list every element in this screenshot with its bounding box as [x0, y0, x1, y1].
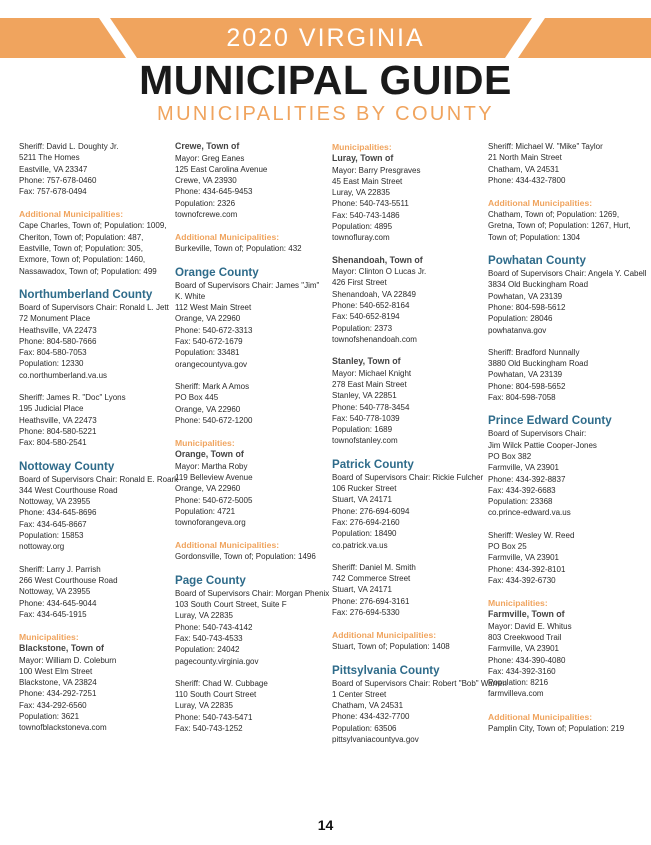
municipalities-heading: Municipalities:	[332, 142, 392, 152]
phone-line: Phone: 434-432-7800	[488, 175, 566, 185]
additional-municipalities	[488, 197, 638, 243]
phone-line: Phone: 434-645-8696	[19, 508, 97, 518]
address-line: 45 East Main Street	[332, 176, 403, 186]
county-block-patrick	[332, 458, 482, 551]
additional-municipalities-text: Chatham, Town of; Population: 1269, Gretna, Town of; Population: 1267, Hurt, Town of; Population: 1304	[488, 210, 631, 242]
phone-line: Phone: 540-743-4142	[175, 622, 253, 632]
phone-line: Phone: 540-743-5511	[332, 199, 409, 209]
county-heading: Patrick County	[332, 457, 414, 471]
city-line: Eastville, VA 23347	[19, 164, 88, 174]
population-line: Population: 8216	[488, 678, 549, 688]
phone-line: Phone: 540-652-8164	[332, 300, 410, 310]
phone-line: Phone: 434-392-8837	[488, 474, 566, 484]
address-line: 426 First Street	[332, 278, 387, 288]
phone-line: Phone: 434-392-8101	[488, 564, 566, 574]
chair-line: Board of Supervisors Chair: Robert "Bob" Warren	[332, 678, 507, 688]
website-line: townofstanley.com	[332, 436, 398, 446]
website-line: pagecounty.virginia.gov	[175, 656, 259, 666]
population-line: Population: 24042	[175, 645, 240, 655]
population-line: Population: 2373	[332, 323, 393, 333]
website-line: powhatanva.gov	[488, 325, 547, 335]
fax-line: Fax: 276-694-5330	[332, 608, 400, 617]
municipality-block-blackstone	[19, 631, 169, 734]
county-heading: Nottoway County	[19, 459, 115, 473]
county-block-prince-edward	[488, 414, 638, 518]
additional-municipalities	[175, 231, 325, 254]
sheriff-name: Sheriff: Michael W. "Mike" Taylor	[488, 142, 603, 151]
sheriff-block	[19, 141, 169, 197]
fax-line: Fax: 434-392-6730	[488, 575, 556, 585]
population-line: Population: 15853	[19, 531, 84, 541]
chair-name-line: Jim Wilck Pattie Cooper-Jones	[488, 440, 597, 450]
website-line: townofcrewe.com	[175, 209, 238, 219]
phone-line: Phone: 434-390-4080	[488, 655, 566, 665]
municipalities-heading: Municipalities:	[175, 438, 235, 449]
city-line: Chatham, VA 24531	[332, 701, 404, 711]
city-line: Crewe, VA 23930	[175, 176, 237, 186]
website-line: nottoway.org	[19, 542, 65, 552]
sheriff-name: Sheriff: Bradford Nunnally	[488, 347, 580, 357]
address-line: 125 East Carolina Avenue	[175, 164, 268, 174]
fax-line: Fax: 540-743-1252	[175, 723, 243, 733]
address-line: 106 Rucker Street	[332, 484, 397, 494]
phone-line: Phone: 757-678-0460	[19, 175, 97, 185]
sheriff-block	[332, 562, 482, 618]
sheriff-name: Sheriff: James R. "Doc" Lyons	[19, 393, 126, 403]
chair-line: Board of Supervisors Chair: Rickie Fulcher	[332, 472, 484, 482]
sheriff-block	[488, 347, 638, 403]
address-line: 21 North Main Street	[488, 153, 562, 163]
city-line: Luray, VA 22835	[175, 611, 233, 621]
phone-line: Phone: 276-694-6094	[332, 506, 410, 516]
address-line: 278 East Main Street	[332, 379, 407, 389]
sheriff-block	[488, 141, 638, 186]
mayor-line: Mayor: Michael Knight	[332, 368, 412, 378]
additional-municipalities-heading: Additional Municipalities:	[488, 198, 593, 209]
website-line: co.northumberland.va.us	[19, 370, 108, 380]
mayor-line: Mayor: Martha Roby	[175, 461, 248, 471]
header-banner	[0, 18, 651, 58]
town-heading: Stanley, Town of	[332, 356, 401, 367]
address-line: 119 Belleview Avenue	[175, 472, 253, 482]
county-block-orange	[175, 266, 325, 370]
sheriff-name: Sheriff: Chad W. Cubbage	[175, 678, 268, 688]
city-line: Shenandoah, VA 22849	[332, 289, 416, 299]
municipality-block-luray	[332, 141, 482, 244]
county-block-pittsylvania	[332, 663, 507, 746]
town-heading: Blackstone, Town of	[19, 643, 104, 654]
chair-line: Board of Supervisors Chair: Ronald L. Jett	[19, 302, 169, 312]
chair-line: Board of Supervisors Chair: James "Jim" K. White	[175, 280, 320, 301]
county-heading: Orange County	[175, 265, 259, 279]
population-line: Population: 12330	[19, 359, 84, 369]
phone-line: Phone: 434-645-9044	[19, 598, 97, 608]
column-4	[488, 141, 647, 745]
fax-line: Fax: 434-645-1915	[19, 609, 87, 619]
address-line: 742 Commerce Street	[332, 574, 411, 584]
page-title: MUNICIPAL GUIDE	[139, 57, 512, 103]
phone-line: Phone: 804-598-5652	[488, 381, 566, 391]
city-line: Orange, VA 22960	[175, 484, 241, 494]
column-1	[19, 141, 179, 745]
additional-municipalities-heading: Additional Municipalities:	[175, 232, 280, 243]
chair-line: Board of Supervisors Chair: Angela Y. Cabell	[488, 269, 647, 279]
city-line: Luray, VA 22835	[175, 701, 233, 711]
address-line: 803 Creekwood Trail	[488, 633, 562, 642]
fax-line: Fax: 434-392-3160	[488, 666, 556, 676]
population-line: Population: 4895	[332, 221, 393, 231]
fax-line: Fax: 276-694-2160	[332, 517, 400, 527]
fax-line: Fax: 540-743-4533	[175, 633, 243, 643]
mayor-line: Mayor: Greg Eanes	[175, 153, 245, 163]
county-block-nottoway	[19, 459, 179, 553]
fax-line: Fax: 804-580-7053	[19, 348, 87, 358]
fax-line: Fax: 540-652-8194	[332, 312, 400, 322]
additional-municipalities-heading: Additional Municipalities:	[488, 711, 593, 722]
address-line: PO Box 25	[488, 542, 527, 552]
sheriff-block	[19, 392, 169, 448]
sheriff-block	[175, 381, 325, 426]
website-line: pittsylvaniacountyva.gov	[332, 735, 419, 745]
phone-line: Phone: 434-432-7700	[332, 712, 410, 722]
address-line: 112 West Main Street	[175, 303, 252, 313]
city-line: Stanley, VA 22851	[332, 391, 397, 401]
additional-municipalities	[19, 208, 169, 276]
additional-municipalities-text: Cape Charles, Town of; Population: 1009, Cheriton, Town of; Population: 487, Eastville, Town of; Population: 305, Exmore, Town of; Population: 1460, Nassawadox, Town of; Population: 499	[19, 221, 167, 276]
city-line: Heathsville, VA 22473	[19, 325, 97, 335]
phone-line: Phone: 276-694-3161	[332, 596, 410, 606]
sheriff-block	[19, 564, 169, 620]
city-line: Heathsville, VA 22473	[19, 415, 97, 425]
additional-municipalities-text: Gordonsville, Town of; Population: 1496	[175, 552, 316, 562]
chair-line: Board of Supervisors Chair: Morgan Phenix	[175, 588, 330, 598]
town-heading: Farmville, Town of	[488, 609, 565, 620]
fax-line: Fax: 804-580-2541	[19, 438, 87, 448]
website-line: co.prince-edward.va.us	[488, 508, 571, 518]
address-line: 344 West Courthouse Road	[19, 485, 118, 495]
address-line: 5211 The Homes	[19, 153, 80, 163]
address-line: 100 West Elm Street	[19, 666, 93, 676]
county-heading: Powhatan County	[488, 254, 586, 268]
city-line: Farmville, VA 23901	[488, 644, 559, 654]
municipality-block-stanley	[332, 356, 482, 447]
website-line: townofluray.com	[332, 233, 390, 243]
address-line: 1 Center Street	[332, 689, 387, 699]
website-line: co.patrick.va.us	[332, 540, 388, 550]
phone-line: Phone: 540-743-5471	[175, 712, 253, 722]
sheriff-block	[488, 530, 638, 586]
population-line: Population: 4721	[175, 506, 236, 516]
county-heading: Pittsylvania County	[332, 663, 440, 677]
county-block-powhatan	[488, 254, 647, 336]
town-heading: Luray, Town of	[332, 153, 394, 163]
phone-line: Phone: 540-672-5005	[175, 495, 253, 505]
banner-title: 2020 VIRGINIA	[226, 24, 425, 52]
address-line: 195 Judicial Place	[19, 404, 84, 414]
sheriff-name: Sheriff: David L. Doughty Jr.	[19, 142, 119, 151]
city-line: Stuart, VA 24171	[332, 495, 392, 505]
phone-line: Phone: 540-672-1200	[175, 415, 253, 425]
page-number: 14	[317, 817, 334, 833]
municipality-block-orange-town	[175, 437, 325, 528]
chair-line: Board of Supervisors Chair:	[488, 429, 587, 439]
population-line: Population: 18490	[332, 529, 397, 539]
city-line: Powhatan, VA 23139	[488, 370, 563, 380]
fax-line: Fax: 540-672-1679	[175, 337, 243, 347]
column-2	[175, 141, 330, 745]
additional-municipalities	[488, 711, 638, 734]
phone-line: Phone: 804-580-5221	[19, 426, 97, 436]
population-line: Population: 23368	[488, 497, 553, 507]
phone-line: Phone: 434-645-9453	[175, 187, 253, 197]
population-line: Population: 2326	[175, 198, 236, 208]
additional-municipalities-text: Stuart, Town of; Population: 1408	[332, 642, 450, 652]
city-line: Farmville, VA 23901	[488, 463, 559, 473]
website-line: townoforangeva.org	[175, 518, 246, 528]
fax-line: Fax: 757-678-0494	[19, 187, 87, 197]
municipalities-heading: Municipalities:	[19, 632, 79, 643]
town-heading: Shenandoah, Town of	[332, 254, 423, 265]
municipality-block-shenandoah	[332, 255, 482, 346]
address-line: 266 West Courthouse Road	[19, 575, 118, 585]
county-heading: Northumberland County	[19, 287, 153, 301]
fax-line: Fax: 540-778-1039	[332, 413, 400, 423]
page-subtitle: MUNICIPALITIES BY COUNTY	[157, 103, 494, 125]
town-heading: Orange, Town of	[175, 449, 244, 460]
population-line: Population: 3621	[19, 712, 80, 722]
phone-line: Phone: 434-292-7251	[19, 689, 97, 699]
address-line: 103 South Court Street, Suite F	[175, 600, 287, 610]
county-heading: Page County	[175, 573, 246, 587]
city-line: Nottoway, VA 23955	[19, 587, 91, 597]
column-3	[332, 141, 507, 756]
city-line: Stuart, VA 24171	[332, 585, 392, 595]
population-line: Population: 28046	[488, 314, 553, 324]
city-line: Chatham, VA 24531	[488, 164, 560, 174]
additional-municipalities	[175, 539, 325, 562]
address-line: 110 South Court Street	[175, 690, 257, 700]
fax-line: Fax: 434-292-6560	[19, 700, 87, 710]
county-block-page	[175, 573, 330, 667]
address-line: PO Box 382	[488, 451, 532, 461]
county-block-northumberland	[19, 288, 169, 381]
mayor-line: Mayor: Clinton O Lucas Jr.	[332, 267, 427, 277]
additional-municipalities	[332, 629, 482, 652]
city-line: Farmville, VA 23901	[488, 553, 559, 563]
fax-line: Fax: 434-645-8667	[19, 519, 87, 529]
city-line: Orange, VA 22960	[175, 314, 241, 324]
city-line: Nottoway, VA 23955	[19, 497, 91, 507]
sheriff-block	[175, 678, 325, 734]
phone-line: Phone: 804-598-5612	[488, 302, 566, 312]
city-line: Blackstone, VA 23824	[19, 678, 97, 688]
city-line: Powhatan, VA 23139	[488, 291, 563, 301]
fax-line: Fax: 804-598-7058	[488, 393, 556, 403]
town-heading: Crewe, Town of	[175, 141, 240, 151]
address-line: 3880 Old Buckingham Road	[488, 359, 589, 369]
website-line: farmvilleva.com	[488, 689, 544, 699]
website-line: orangecountyva.gov	[175, 359, 248, 369]
sheriff-name: Sheriff: Larry J. Parrish	[19, 564, 101, 574]
phone-line: Phone: 540-672-3313	[175, 325, 253, 335]
address-line: 72 Monument Place	[19, 314, 91, 324]
phone-line: Phone: 804-580-7666	[19, 336, 97, 346]
sheriff-name: Sheriff: Wesley W. Reed	[488, 530, 575, 540]
additional-municipalities-text: Burkeville, Town of; Population: 432	[175, 244, 302, 254]
population-line: Population: 63506	[332, 723, 397, 733]
address-line: PO Box 445	[175, 393, 219, 403]
fax-line: Fax: 434-392-6683	[488, 485, 556, 495]
fax-line: Fax: 540-743-1486	[332, 210, 400, 220]
municipality-block-crewe	[175, 141, 325, 220]
mayor-line: Mayor: Barry Presgraves	[332, 165, 421, 175]
city-line: Luray, VA 22835	[332, 188, 390, 198]
sheriff-name: Sheriff: Daniel M. Smith	[332, 562, 416, 572]
population-line: Population: 33481	[175, 348, 240, 358]
additional-municipalities-text: Pamplin City, Town of; Population: 219	[488, 723, 625, 733]
municipalities-heading: Municipalities:	[488, 598, 548, 609]
website-line: townofshenandoah.com	[332, 334, 417, 344]
address-line: 3834 Old Buckingham Road	[488, 280, 589, 290]
phone-line: Phone: 540-778-3454	[332, 402, 410, 412]
population-line: Population: 1689	[332, 425, 393, 435]
chair-line: Board of Supervisors Chair: Ronald E. Roark	[19, 474, 179, 484]
mayor-line: Mayor: David E. Whitus	[488, 621, 572, 631]
sheriff-name: Sheriff: Mark A Amos	[175, 381, 250, 391]
municipality-block-farmville	[488, 597, 638, 700]
additional-municipalities-heading: Additional Municipalities:	[332, 630, 437, 641]
additional-municipalities-heading: Additional Municipalities:	[19, 209, 124, 220]
mayor-line: Mayor: William D. Coleburn	[19, 655, 117, 665]
county-heading: Prince Edward County	[488, 414, 612, 428]
city-line: Orange, VA 22960	[175, 404, 241, 414]
website-line: townofblackstoneva.com	[19, 723, 107, 733]
additional-municipalities-heading: Additional Municipalities:	[175, 540, 280, 551]
